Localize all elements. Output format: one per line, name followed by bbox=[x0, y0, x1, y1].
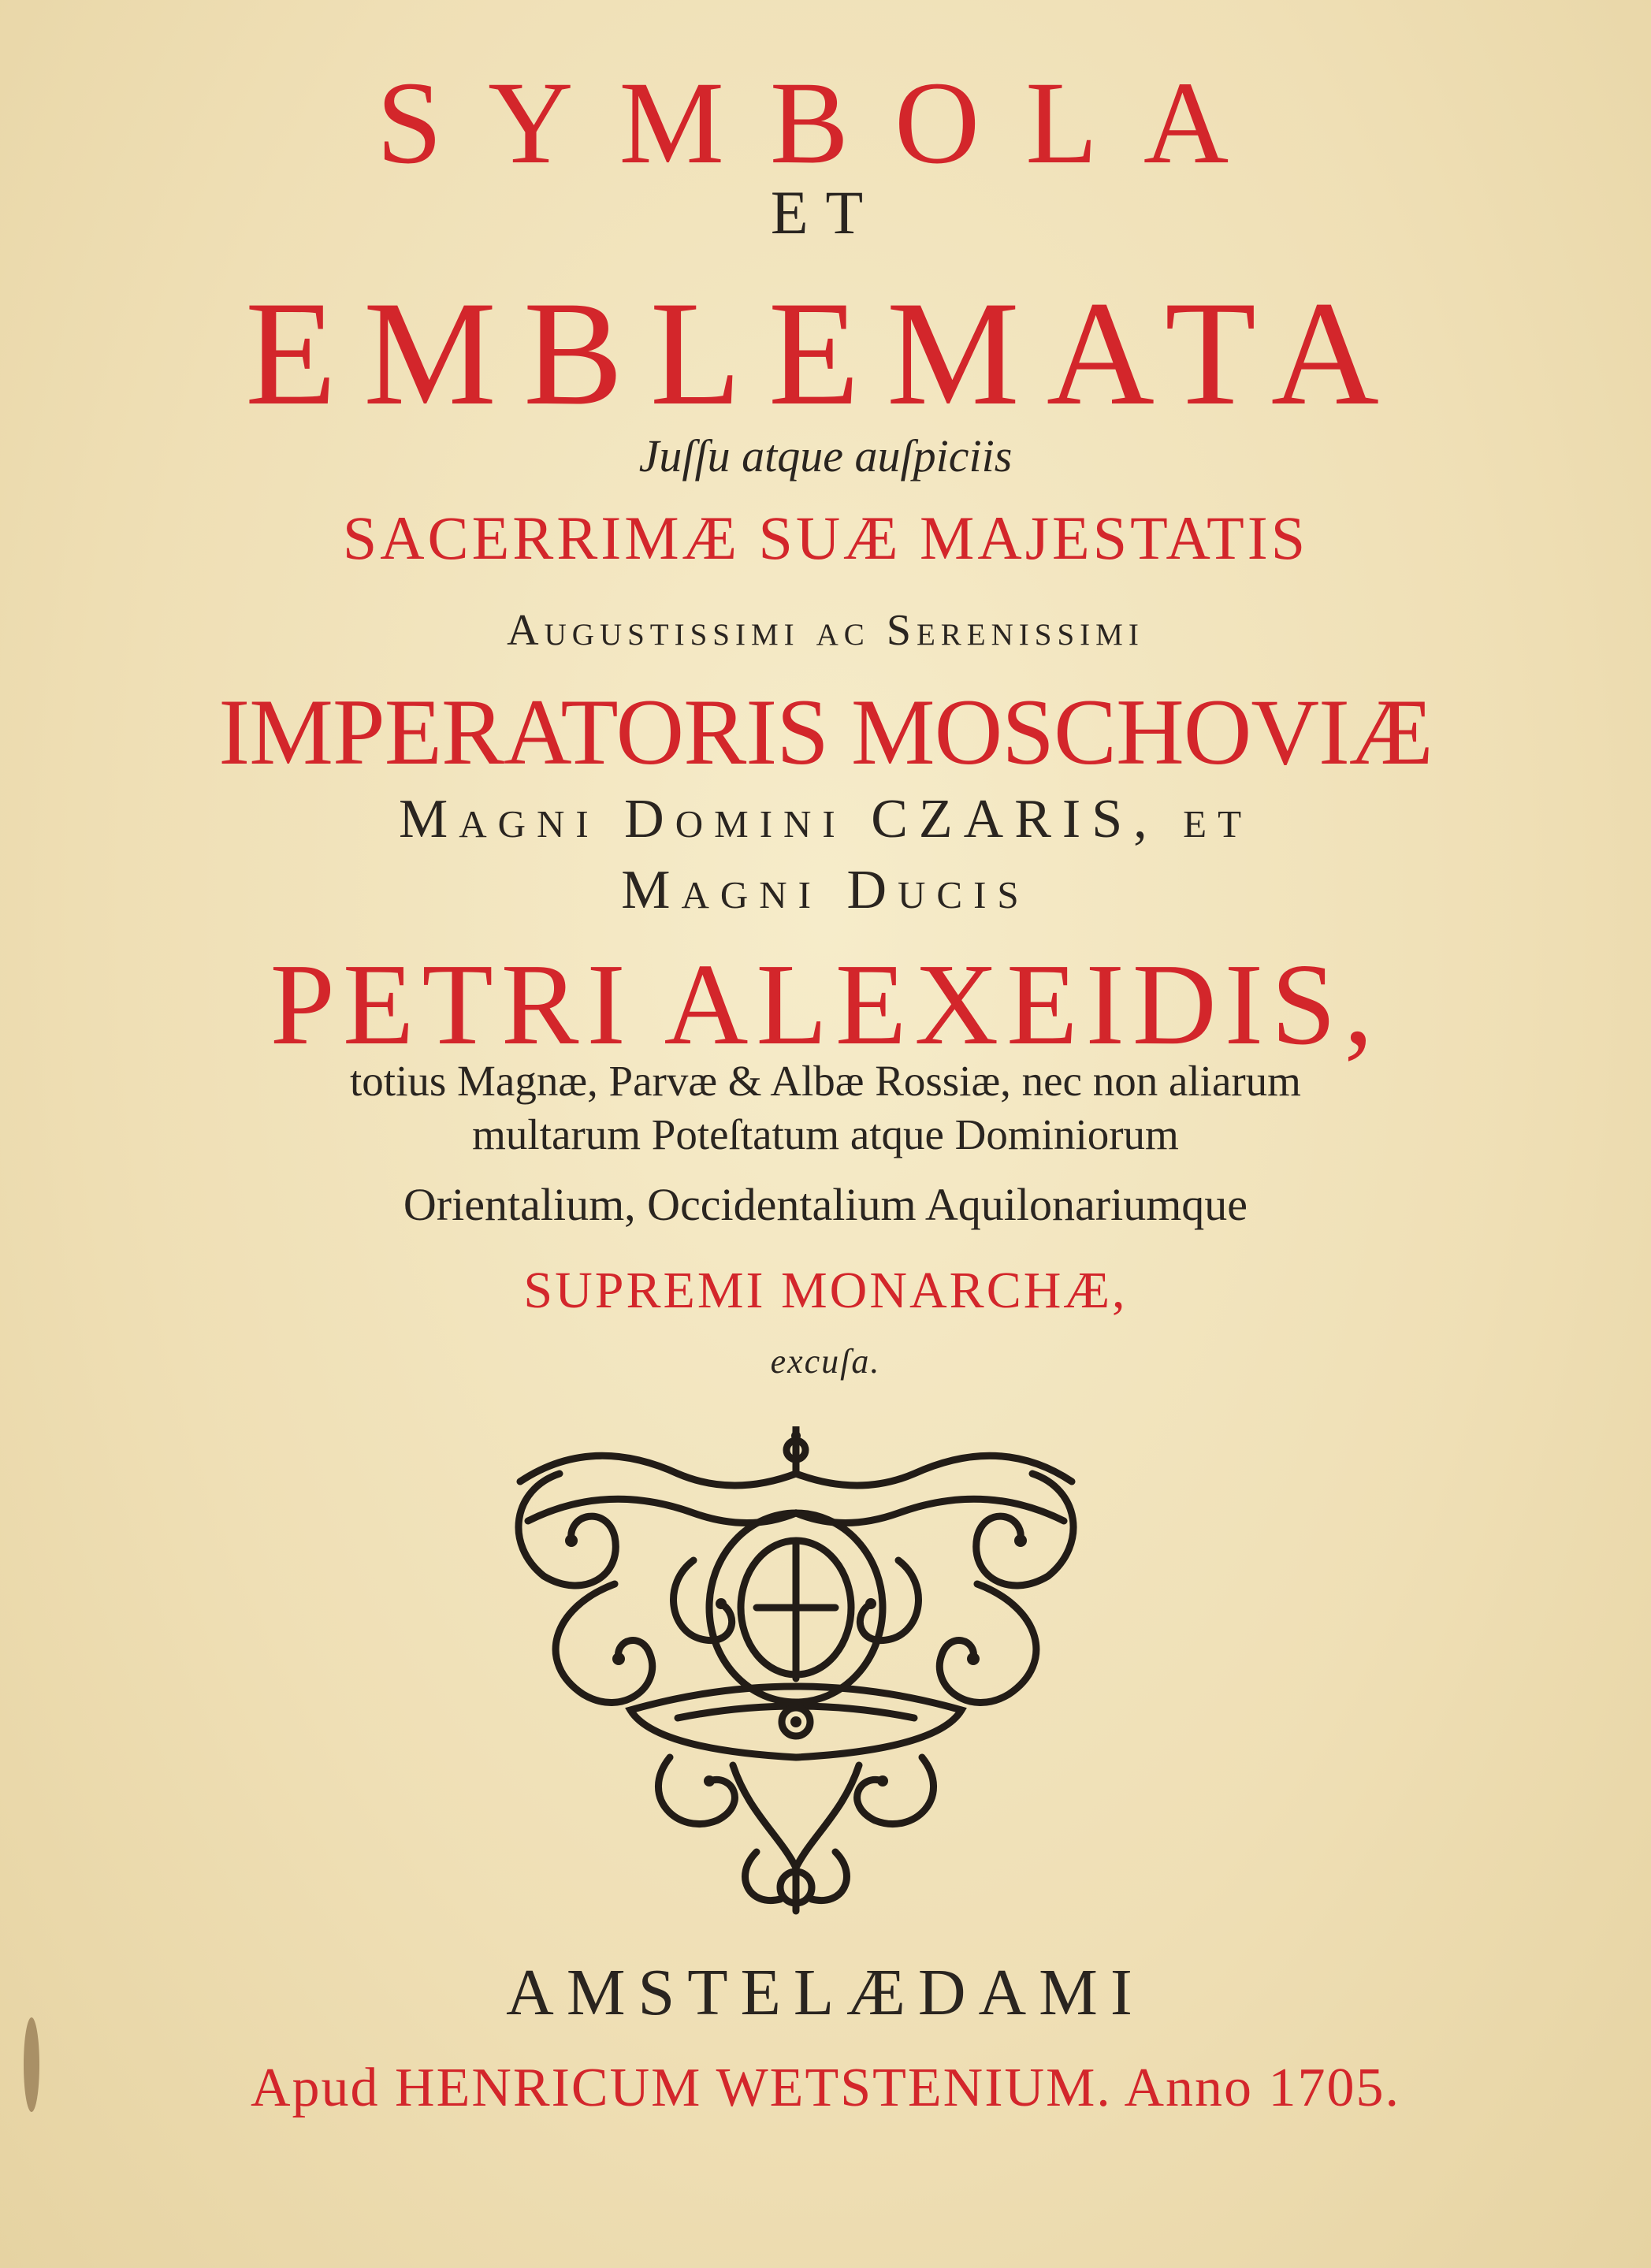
printers-ornament-icon bbox=[496, 1426, 1095, 1915]
monarch-line: SUPREMI MONARCHÆ, bbox=[523, 1262, 1128, 1319]
title-emblemata: EMBLEMATA bbox=[245, 271, 1406, 437]
commission-line: Juſſu atque auſpiciis bbox=[638, 430, 1013, 481]
realms-line-1: totius Magnæ, Parvæ & Albæ Rossiæ, nec non aliarum bbox=[350, 1057, 1301, 1105]
realms-line-3: Orientalium, Occidentalium Aquilonariumque bbox=[403, 1179, 1248, 1230]
imprint-publisher: Apud HENRICUM WETSTENIUM. Anno 1705. bbox=[250, 2058, 1400, 2118]
majesty-line: SACERRIMÆ SUÆ MAJESTATIS bbox=[342, 504, 1309, 572]
title-et: ET bbox=[770, 178, 881, 247]
realms-line-2: multarum Poteſtatum atque Dominiorum bbox=[472, 1110, 1179, 1158]
excusa-line: excuſa. bbox=[770, 1342, 881, 1381]
epithets-line: Augustissimi ac Serenissimi bbox=[507, 606, 1144, 655]
emperor-line: IMPERATORIS MOSCHOVIÆ bbox=[218, 679, 1433, 784]
title-symbola: SYMBOLA bbox=[376, 58, 1275, 188]
name-line: PETRI ALEXEIDIS, bbox=[270, 940, 1381, 1069]
duke-line: Magni Ducis bbox=[621, 860, 1030, 920]
czar-line: Magni Domini CZARIS, et bbox=[398, 789, 1253, 850]
imprint-place: AMSTELÆDAMI bbox=[506, 1956, 1145, 2029]
